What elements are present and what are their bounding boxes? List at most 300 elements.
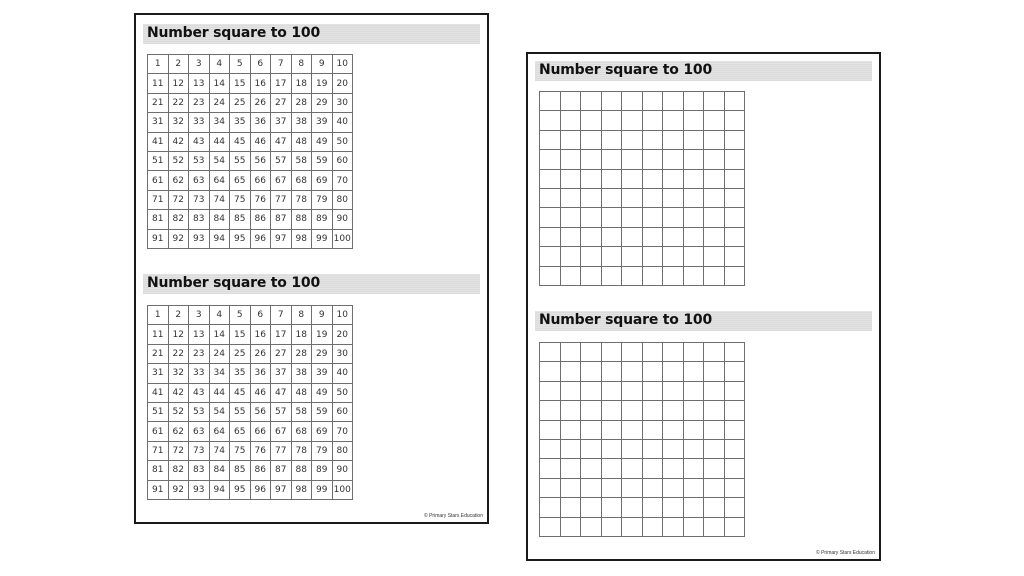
grid-cell: 29 [312,344,333,363]
grid-cell: 9 [312,55,333,74]
grid-cell [540,459,561,478]
grid-cell [724,111,745,130]
grid-cell [560,111,581,130]
section-heading [143,274,480,294]
grid-cell [581,208,602,227]
grid-cell [642,111,663,130]
grid-cell: 21 [148,93,169,112]
grid-cell: 24 [209,93,230,112]
section-heading [535,311,872,331]
grid-cell [683,92,704,111]
grid-row [540,188,745,207]
section-heading [143,24,480,44]
grid-cell: 71 [148,190,169,209]
grid-cell: 94 [209,229,230,248]
grid-cell: 3 [189,55,210,74]
grid-cell: 35 [230,364,251,383]
grid-cell [601,459,622,478]
grid-cell: 50 [332,383,353,402]
grid-cell [540,188,561,207]
grid-cell: 55 [230,402,251,421]
grid-cell: 39 [312,113,333,132]
grid-cell [642,266,663,285]
grid-cell: 45 [230,383,251,402]
grid-row [148,480,353,499]
grid-cell [601,439,622,458]
grid-cell [683,459,704,478]
grid-cell [601,150,622,169]
grid-cell [663,92,684,111]
grid-cell: 22 [168,344,189,363]
grid-cell: 31 [148,113,169,132]
grid-cell [704,188,725,207]
grid-cell: 98 [291,480,312,499]
grid-cell [663,188,684,207]
grid-cell: 81 [148,461,169,480]
grid-cell: 40 [332,113,353,132]
grid-cell [540,227,561,246]
grid-cell: 83 [189,210,210,229]
grid-cell [704,498,725,517]
grid-cell: 64 [209,422,230,441]
grid-cell: 1 [148,55,169,74]
grid-cell [622,247,643,266]
grid-cell [601,381,622,400]
grid-cell: 61 [148,171,169,190]
grid-cell: 32 [168,113,189,132]
grid-cell [601,247,622,266]
grid-cell: 80 [332,441,353,460]
grid-row [148,210,353,229]
grid-cell: 88 [291,210,312,229]
number-square-blank [539,342,745,537]
grid-cell [642,150,663,169]
grid-cell: 100 [332,229,353,248]
grid-row [540,130,745,149]
grid-cell [622,459,643,478]
grid-cell [663,401,684,420]
grid-cell: 87 [271,461,292,480]
grid-cell: 53 [189,151,210,170]
grid-cell: 97 [271,480,292,499]
grid-cell: 46 [250,383,271,402]
grid-cell: 15 [230,74,251,93]
grid-cell: 48 [291,383,312,402]
grid-cell [540,381,561,400]
grid-row [540,227,745,246]
section-title: Number square to 100 [539,312,713,328]
grid-cell [622,343,643,362]
copyright-footer: © Primary Stars Education [816,550,875,556]
grid-cell [601,169,622,188]
grid-cell [540,266,561,285]
grid-cell: 19 [312,74,333,93]
grid-cell: 95 [230,480,251,499]
grid-cell [540,420,561,439]
grid-cell [581,420,602,439]
grid-cell: 96 [250,229,271,248]
grid-cell: 83 [189,461,210,480]
grid-row [148,113,353,132]
grid-cell: 68 [291,171,312,190]
grid-cell [683,362,704,381]
grid-cell [683,420,704,439]
grid-cell: 74 [209,441,230,460]
grid-cell: 69 [312,422,333,441]
grid-cell [704,343,725,362]
grid-cell [683,208,704,227]
grid-cell [560,247,581,266]
grid-cell [601,130,622,149]
grid-cell [704,111,725,130]
grid-cell [622,517,643,536]
grid-cell [540,517,561,536]
grid-cell [581,381,602,400]
grid-cell [724,439,745,458]
grid-cell: 91 [148,480,169,499]
grid-cell: 26 [250,93,271,112]
grid-cell [724,92,745,111]
grid-cell: 48 [291,132,312,151]
grid-cell: 56 [250,151,271,170]
grid-cell [724,247,745,266]
grid-cell: 62 [168,422,189,441]
grid-cell: 5 [230,306,251,325]
grid-cell: 60 [332,151,353,170]
grid-cell: 84 [209,461,230,480]
grid-cell: 78 [291,190,312,209]
grid-cell: 54 [209,151,230,170]
grid-cell: 92 [168,480,189,499]
grid-cell: 52 [168,151,189,170]
grid-row [148,364,353,383]
grid-row [148,422,353,441]
worksheet-left [134,13,489,524]
grid-cell [724,381,745,400]
grid-cell [560,478,581,497]
grid-cell [724,208,745,227]
grid-cell [540,169,561,188]
grid-cell: 12 [168,74,189,93]
grid-cell: 57 [271,402,292,421]
grid-cell [704,92,725,111]
grid-cell [704,420,725,439]
grid-cell [724,130,745,149]
grid-cell: 84 [209,210,230,229]
number-square-filled [147,54,353,249]
grid-cell: 7 [271,306,292,325]
grid-cell: 2 [168,55,189,74]
grid-row [540,459,745,478]
grid-cell: 10 [332,306,353,325]
grid-row [540,381,745,400]
grid-cell: 52 [168,402,189,421]
grid-cell: 63 [189,171,210,190]
grid-row [148,344,353,363]
grid-cell: 67 [271,422,292,441]
grid-cell [601,208,622,227]
grid-cell [581,169,602,188]
grid-cell: 74 [209,190,230,209]
number-square-blank [539,91,745,286]
grid-cell [581,343,602,362]
grid-cell: 36 [250,364,271,383]
grid-cell [622,362,643,381]
grid-cell: 90 [332,461,353,480]
grid-cell [622,478,643,497]
grid-cell [622,420,643,439]
grid-cell: 77 [271,190,292,209]
grid-cell [581,459,602,478]
grid-cell: 43 [189,132,210,151]
grid-cell: 30 [332,344,353,363]
grid-cell: 44 [209,383,230,402]
grid-cell: 4 [209,55,230,74]
grid-cell [540,150,561,169]
grid-cell [704,247,725,266]
grid-row [540,420,745,439]
grid-cell: 86 [250,461,271,480]
grid-cell [683,130,704,149]
grid-cell: 93 [189,229,210,248]
section-title: Number square to 100 [147,25,321,41]
grid-cell: 98 [291,229,312,248]
grid-cell: 8 [291,55,312,74]
grid-cell: 5 [230,55,251,74]
grid-cell [642,92,663,111]
grid-cell: 20 [332,325,353,344]
grid-cell: 60 [332,402,353,421]
grid-cell: 6 [250,306,271,325]
grid-row [540,478,745,497]
grid-cell: 86 [250,210,271,229]
grid-cell: 49 [312,383,333,402]
grid-cell: 28 [291,93,312,112]
grid-cell [642,130,663,149]
grid-cell [683,439,704,458]
grid-cell: 13 [189,325,210,344]
grid-row [148,190,353,209]
grid-cell: 14 [209,325,230,344]
grid-cell: 41 [148,383,169,402]
grid-cell [724,478,745,497]
grid-cell: 88 [291,461,312,480]
grid-cell: 71 [148,441,169,460]
grid-cell: 69 [312,171,333,190]
grid-cell: 51 [148,151,169,170]
grid-cell: 73 [189,190,210,209]
grid-row [540,150,745,169]
grid-cell [642,343,663,362]
grid-cell [560,401,581,420]
grid-cell: 56 [250,402,271,421]
grid-cell: 76 [250,441,271,460]
grid-cell: 87 [271,210,292,229]
grid-cell [581,188,602,207]
grid-cell: 65 [230,171,251,190]
grid-cell: 78 [291,441,312,460]
grid-cell [622,169,643,188]
grid-cell [724,150,745,169]
grid-row [148,461,353,480]
grid-cell [724,227,745,246]
grid-cell [642,188,663,207]
grid-cell [622,266,643,285]
grid-cell: 1 [148,306,169,325]
grid-cell: 53 [189,402,210,421]
grid-cell: 92 [168,229,189,248]
grid-row [148,171,353,190]
grid-cell [581,247,602,266]
grid-row [540,362,745,381]
grid-cell: 55 [230,151,251,170]
grid-cell: 47 [271,383,292,402]
grid-cell: 51 [148,402,169,421]
grid-cell [581,227,602,246]
grid-row [148,229,353,248]
grid-cell [663,208,684,227]
grid-cell [622,92,643,111]
grid-cell: 15 [230,325,251,344]
grid-cell [560,208,581,227]
grid-cell: 93 [189,480,210,499]
grid-row [148,93,353,112]
grid-cell: 85 [230,210,251,229]
grid-cell [540,92,561,111]
grid-cell [724,188,745,207]
grid-cell: 79 [312,190,333,209]
grid-cell [622,439,643,458]
grid-cell [642,517,663,536]
grid-cell: 11 [148,325,169,344]
grid-cell: 66 [250,171,271,190]
grid-row [540,401,745,420]
grid-cell [683,381,704,400]
grid-cell [540,130,561,149]
grid-cell [704,150,725,169]
grid-cell: 67 [271,171,292,190]
grid-cell: 89 [312,461,333,480]
grid-row [148,383,353,402]
grid-cell [724,459,745,478]
grid-cell: 49 [312,132,333,151]
grid-cell [642,420,663,439]
grid-row [148,74,353,93]
grid-cell [622,208,643,227]
grid-cell: 27 [271,93,292,112]
grid-cell: 11 [148,74,169,93]
grid-cell: 23 [189,93,210,112]
grid-cell: 38 [291,364,312,383]
grid-cell [642,227,663,246]
grid-cell [581,498,602,517]
grid-cell: 76 [250,190,271,209]
grid-cell: 18 [291,325,312,344]
grid-cell [724,498,745,517]
grid-cell [540,439,561,458]
grid-cell: 100 [332,480,353,499]
grid-cell [560,227,581,246]
grid-row [148,132,353,151]
grid-cell [560,381,581,400]
grid-cell [560,130,581,149]
grid-cell: 89 [312,210,333,229]
grid-cell [704,401,725,420]
grid-cell [683,150,704,169]
grid-cell [560,498,581,517]
grid-cell [560,188,581,207]
grid-cell [622,381,643,400]
grid-cell [560,420,581,439]
grid-cell: 8 [291,306,312,325]
grid-cell [663,420,684,439]
grid-cell [622,130,643,149]
grid-cell: 50 [332,132,353,151]
grid-cell: 43 [189,383,210,402]
grid-cell [560,459,581,478]
grid-cell: 82 [168,461,189,480]
grid-cell: 97 [271,229,292,248]
grid-cell [642,439,663,458]
grid-cell [663,459,684,478]
grid-cell: 20 [332,74,353,93]
grid-cell [581,150,602,169]
grid-row [540,208,745,227]
grid-cell [581,130,602,149]
grid-cell [704,130,725,149]
grid-row [148,325,353,344]
grid-cell [663,362,684,381]
grid-cell [683,401,704,420]
grid-cell: 65 [230,422,251,441]
grid-cell [601,362,622,381]
grid-cell [683,169,704,188]
grid-cell: 29 [312,93,333,112]
grid-cell: 16 [250,74,271,93]
grid-cell [560,169,581,188]
grid-cell: 39 [312,364,333,383]
section-title: Number square to 100 [147,275,321,291]
grid-cell: 90 [332,210,353,229]
grid-cell [601,498,622,517]
grid-row [148,151,353,170]
grid-cell [560,343,581,362]
grid-cell [642,459,663,478]
section-heading [535,61,872,81]
grid-cell [601,227,622,246]
grid-cell: 68 [291,422,312,441]
grid-cell: 28 [291,344,312,363]
grid-cell [601,266,622,285]
grid-cell [642,362,663,381]
grid-cell: 24 [209,344,230,363]
grid-cell: 59 [312,151,333,170]
grid-cell: 96 [250,480,271,499]
grid-cell [642,478,663,497]
grid-cell [581,266,602,285]
grid-cell [560,266,581,285]
grid-cell: 99 [312,480,333,499]
grid-cell [622,188,643,207]
grid-cell [601,401,622,420]
grid-cell [683,227,704,246]
grid-cell: 17 [271,74,292,93]
grid-row [540,498,745,517]
grid-cell: 99 [312,229,333,248]
grid-cell: 85 [230,461,251,480]
grid-cell: 44 [209,132,230,151]
grid-cell [663,150,684,169]
